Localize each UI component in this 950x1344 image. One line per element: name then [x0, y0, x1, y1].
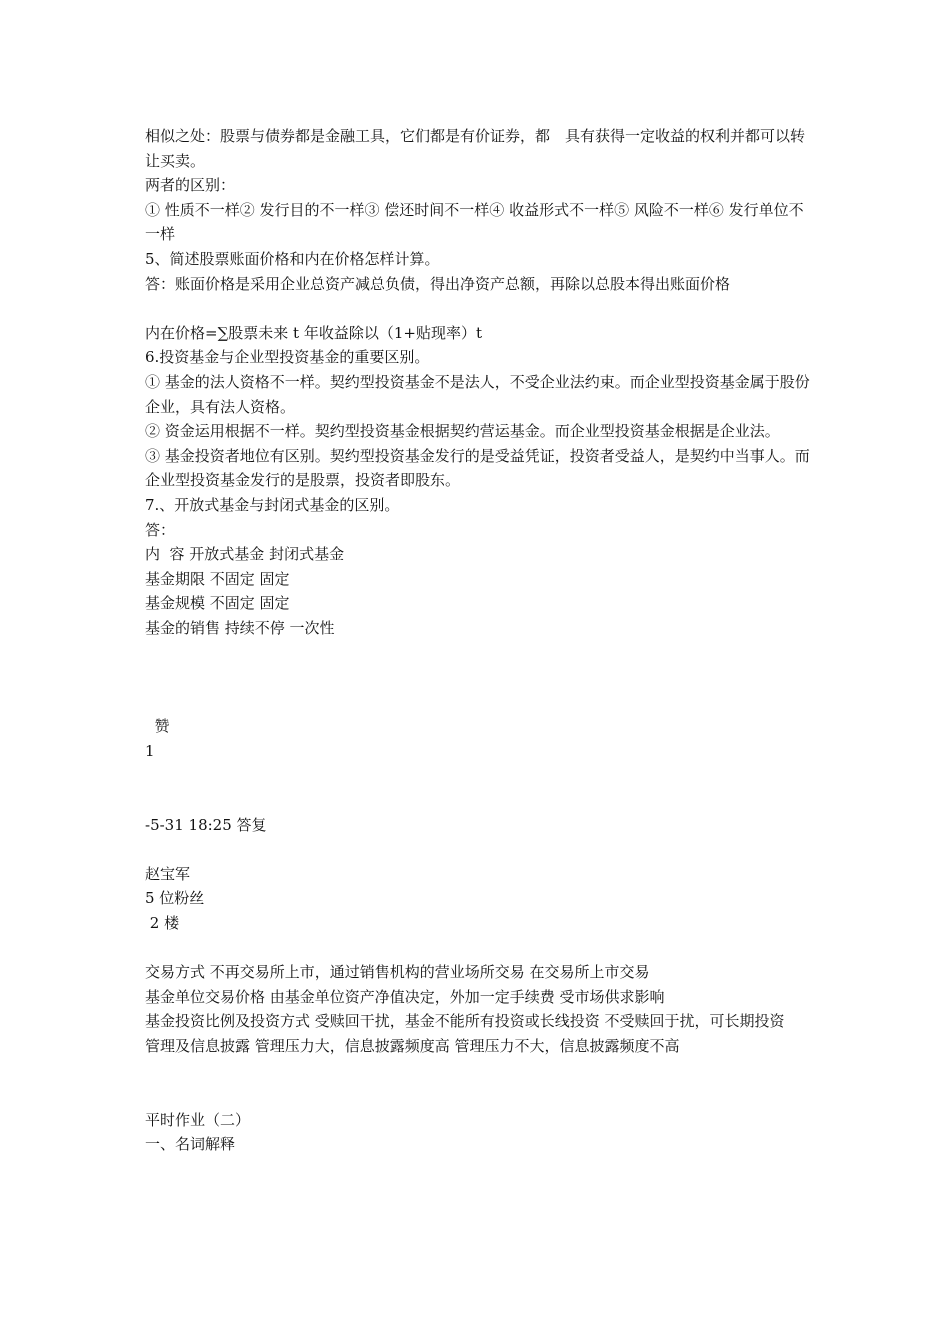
table-row: 基金的销售 持续不停 一次性: [145, 618, 335, 637]
user-name[interactable]: 赵宝军: [145, 864, 191, 883]
text-line: ② 资金运用根据不一样。契约型投资基金根据契约营运基金。而企业型投资基金根据是企业法。: [145, 422, 780, 441]
blank-lines: [145, 1059, 810, 1108]
like-count: 1: [145, 741, 155, 760]
table-row: 基金期限 不固定 固定: [145, 569, 290, 588]
table-row: 管理及信息披露 管理压力大，信息披露频度高 管理压力不大，信息披露频度不高: [145, 1036, 680, 1055]
table-row: 交易方式 不再交易所上市，通过销售机构的营业场所交易 在交易所上市交易: [145, 963, 650, 982]
table-row: 内 容 开放式基金 封闭式基金: [145, 545, 345, 564]
blank-line: [145, 296, 810, 321]
blank-lines: [145, 640, 810, 714]
fans-count: 5 位粉丝: [145, 889, 205, 908]
question-6: 6.投资基金与企业型投资基金的重要区别。: [145, 348, 430, 367]
formula-line: 内在价格=∑股票未来 t 年收益除以（1+贴现率）t: [145, 323, 482, 342]
question-7: 7.、开放式基金与封闭式基金的区别。: [145, 495, 400, 514]
text-line: ① 基金的法人资格不一样。契约型投资基金不是法人，不受企业法约束。而企业型投资基金属于股份企业，具有法人资格。: [145, 372, 810, 416]
document-page: [145, 124, 810, 1157]
section-subtitle: 一、名词解释: [145, 1135, 236, 1154]
question-5: 5、简述股票账面价格和内在价格怎样计算。: [145, 249, 440, 268]
text-line: ③ 基金投资者地位有区别。契约型投资基金发行的是受益凭证，投资者受益人，是契约中当事人。而企业型投资基金发行的是股票，投资者即股东。: [145, 446, 810, 490]
like-label[interactable]: 赞: [145, 717, 170, 736]
floor-number: 2 楼: [145, 914, 180, 933]
text-line: 两者的区别：: [145, 176, 236, 195]
text-line: 答：账面价格是采用企业总资产减总负债，得出净资产总额，再除以总股本得出账面价格: [145, 274, 731, 293]
table-row: 基金单位交易价格 由基金单位资产净值决定，外加一定手续费 受市场供求影响: [145, 987, 665, 1006]
blank-lines: [145, 763, 810, 812]
text-line: 相似之处：股票与债券都是金融工具，它们都是有价证券，都 具有获得一定收益的权利并都可以转让买卖。: [145, 127, 806, 170]
reply-time: -5-31 18:25 答复: [145, 815, 267, 834]
blank-line: [145, 936, 810, 961]
blank-line: [145, 837, 810, 862]
table-row: 基金规模 不固定 固定: [145, 594, 290, 613]
text-line: ① 性质不一样② 发行目的不一样③ 偿还时间不一样④ 收益形式不一样⑤ 风险不一样⑥ 发行单位不一样: [145, 200, 804, 244]
text-line: 答：: [145, 520, 176, 539]
table-row: 基金投资比例及投资方式 受赎回干扰，基金不能所有投资或长线投资 不受赎回于扰，可长期投资: [145, 1012, 785, 1031]
section-title: 平时作业（二）: [145, 1110, 251, 1129]
